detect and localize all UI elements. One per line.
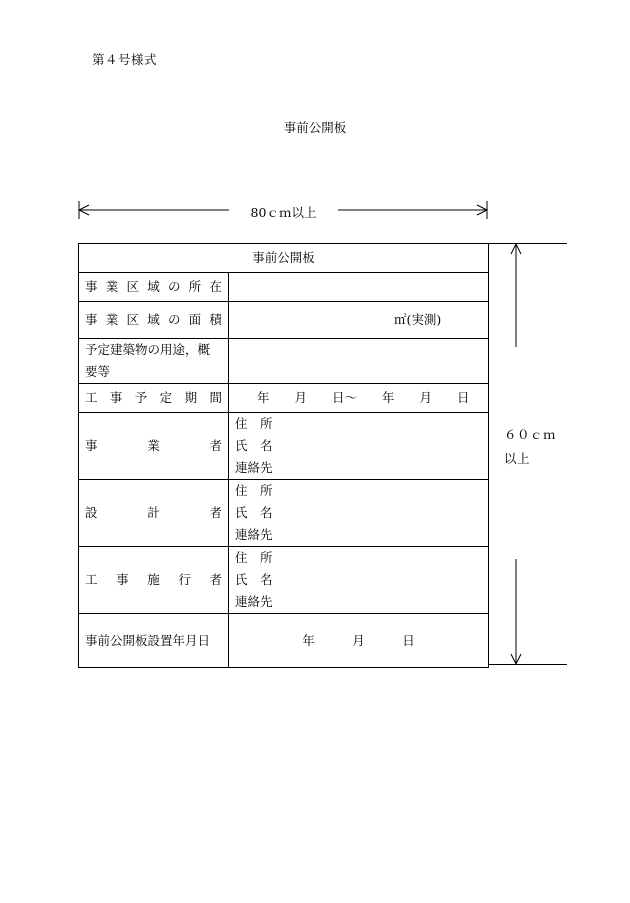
label-char: 事 [85, 438, 98, 453]
form-number: 第４号様式 [92, 52, 158, 67]
label-char: 区 [126, 312, 139, 327]
table-row [79, 614, 489, 668]
operator-label [85, 435, 222, 457]
contractor-label [85, 569, 222, 591]
label-char: 業 [105, 312, 119, 327]
designer-contact-cell [229, 480, 489, 547]
width-label: 80ｃｍ以上 [229, 205, 339, 220]
height-dimension [488, 243, 578, 665]
label-char: の [167, 312, 181, 327]
table-row [79, 413, 489, 480]
label-char: 者 [209, 505, 222, 520]
label-char: 事 [85, 279, 98, 294]
contact-field-label: 連絡先 [235, 594, 273, 609]
name-field-label: 氏 名 [235, 572, 273, 587]
label-char: 面 [188, 312, 202, 327]
table-row [79, 547, 489, 614]
label-char: 者 [209, 438, 222, 453]
label-char: 定 [159, 390, 173, 405]
use-label: 予定建築物の用途，概要等 [79, 339, 229, 384]
use-value-cell [229, 339, 489, 384]
area-label [85, 309, 222, 331]
sign-board-table [78, 243, 489, 668]
table-row [79, 273, 489, 302]
contact-field-label: 連絡先 [235, 527, 273, 542]
name-field-label: 氏 名 [235, 505, 273, 520]
address-field-label: 住 所 [235, 550, 273, 565]
install-date-label: 事前公開板設置年月日 [79, 614, 229, 668]
name-field-label: 氏 名 [235, 438, 273, 453]
contractor-contact-cell [229, 547, 489, 614]
location-label [85, 276, 222, 298]
table-row [79, 339, 489, 384]
label-char: 行 [178, 572, 191, 587]
label-char: 事 [109, 390, 123, 405]
height-label-suffix: 以上 [504, 451, 531, 466]
label-char: 施 [147, 572, 160, 587]
contact-field-label: 連絡先 [235, 460, 273, 475]
label-char: 域 [147, 279, 160, 294]
address-field-label: 住 所 [235, 416, 273, 431]
label-char: 域 [147, 312, 160, 327]
label-char: 期 [184, 390, 198, 405]
address-field-label: 住 所 [235, 483, 273, 498]
label-char: 設 [85, 505, 98, 520]
label-char: 間 [209, 390, 222, 405]
label-char: 事 [85, 312, 98, 327]
label-char: 計 [147, 505, 160, 520]
document-title: 事前公開板 [283, 120, 347, 135]
install-date-value: 年 月 日 [229, 614, 489, 668]
location-value-cell [229, 273, 489, 302]
period-value: 年 月 日～ 年 月 日 [229, 384, 489, 413]
label-char: 工 [85, 572, 98, 587]
label-char: 者 [209, 572, 222, 587]
area-value-cell [229, 302, 489, 339]
period-label [85, 387, 222, 409]
operator-contact-cell [229, 413, 489, 480]
table-row [79, 480, 489, 547]
label-char: 積 [209, 312, 222, 327]
label-char: 所 [188, 279, 202, 294]
label-char: 業 [147, 438, 160, 453]
label-char: の [167, 279, 181, 294]
area-unit: ㎡(実測) [394, 312, 442, 327]
height-label: ６０ｃｍ [504, 427, 557, 442]
width-dimension [78, 198, 489, 222]
designer-label [85, 502, 222, 524]
label-char: 事 [116, 572, 129, 587]
table-row [79, 384, 489, 413]
label-char: 業 [105, 279, 119, 294]
table-row [79, 302, 489, 339]
label-char: 工 [85, 390, 98, 405]
label-char: 予 [134, 390, 148, 405]
label-char: 在 [209, 279, 222, 294]
label-char: 区 [126, 279, 139, 294]
table-title: 事前公開板 [79, 244, 489, 273]
